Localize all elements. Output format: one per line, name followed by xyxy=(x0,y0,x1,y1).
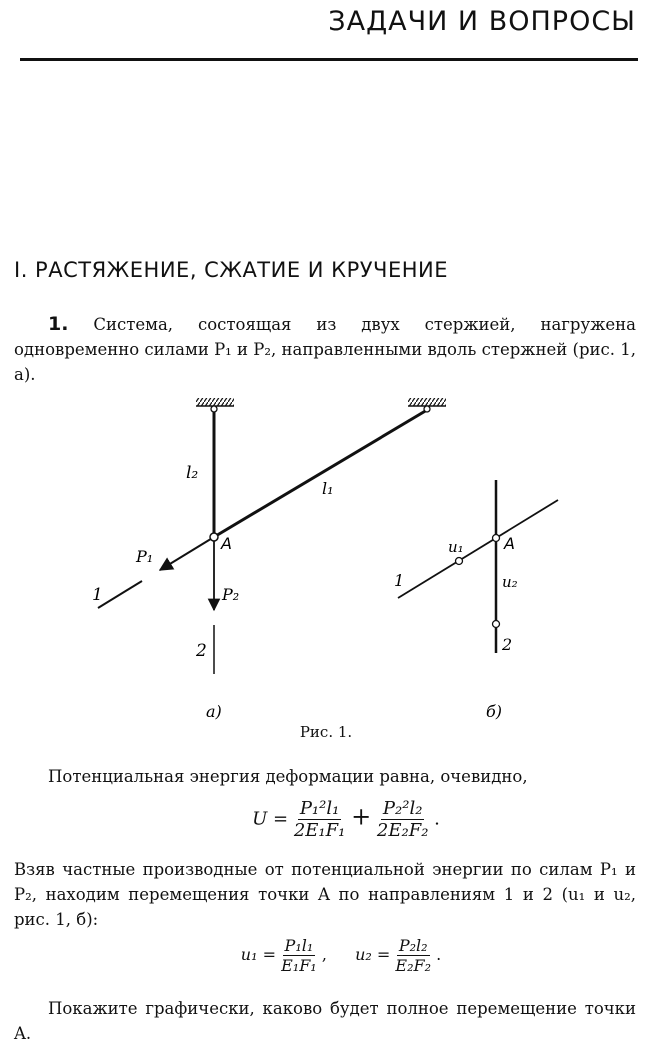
formula-u2-num: P₂l₂ xyxy=(398,936,428,955)
problem-intro xyxy=(14,312,636,387)
formula-u-term1 xyxy=(294,798,346,841)
label-a: A xyxy=(221,534,232,553)
panel-a-diagram xyxy=(92,398,446,720)
header-rule xyxy=(20,58,638,61)
label-l2: l₂ xyxy=(186,463,199,483)
page-header: ЗАДАЧИ И ВОПРОСЫ xyxy=(328,6,636,37)
label-u2: u₂ xyxy=(502,573,518,591)
label-p2: P₂ xyxy=(222,585,240,604)
formula-u1-lhs: u₁ = xyxy=(240,945,277,964)
label-a-b: A xyxy=(504,534,515,553)
formula-u2-frac xyxy=(395,936,431,975)
formula-u1-frac xyxy=(281,936,317,975)
node-u1 xyxy=(456,558,463,565)
derivation-paragraph: Взяв частные производные от потенциальной энергии по силам P₁ и P₂, находим перемещения точки A по направлениям 1 и 2 (u₁ и u₂, рис. 1, б): xyxy=(14,860,636,929)
label-2-b: 2 xyxy=(502,635,513,654)
formula-u2-lhs: u₂ = xyxy=(355,945,391,964)
formula-sep: , xyxy=(321,945,327,964)
formula-u1-num: P₁l₁ xyxy=(284,936,314,955)
formula-u-end: . xyxy=(434,808,440,830)
energy-paragraph: Потенциальная энергия деформации равна, очевидно, xyxy=(48,767,528,786)
formula-u-term2 xyxy=(377,798,429,841)
hinge-top-right xyxy=(424,406,430,412)
label-p1: P₁ xyxy=(136,547,154,566)
label-1-b: 1 xyxy=(394,571,405,590)
formula-u2-end: . xyxy=(436,945,442,964)
support-hatch-right xyxy=(408,398,446,406)
force-p1-arrow xyxy=(160,537,214,570)
figure-caption: Рис. 1. xyxy=(299,723,353,741)
formula-u2-den: E₂F₂ xyxy=(395,956,432,975)
label-2-a: 2 xyxy=(196,641,207,661)
inclined-rod-b xyxy=(398,500,558,598)
panel-b-diagram xyxy=(394,480,558,720)
panel-a-label: а) xyxy=(206,702,222,720)
formula-u-lhs: U = xyxy=(252,808,289,830)
formula-u-plus: + xyxy=(351,802,372,831)
label-1-a: 1 xyxy=(92,585,103,605)
label-l1: l₁ xyxy=(322,479,334,498)
problem-intro-text: Система, состоящая из двух стержией, нагружена одновременно силами P₁ и P₂, направленными вдоль стержней (рис. 1, а). xyxy=(14,315,636,384)
figure-1 xyxy=(0,390,652,720)
formula-displacements xyxy=(30,936,652,975)
formula-u-term1-den: 2E₁F₁ xyxy=(293,820,346,841)
panel-b-label: б) xyxy=(486,702,503,720)
formula-u-term2-num: P₂²l₂ xyxy=(382,798,423,819)
direction-1-line xyxy=(98,581,142,608)
formula-u-term2-den: 2E₂F₂ xyxy=(376,820,429,841)
hinge-top-left xyxy=(211,406,217,412)
problem-number: 1. xyxy=(48,313,69,335)
section-title: I. РАСТЯЖЕНИЕ, СЖАТИЕ И КРУЧЕНИЕ xyxy=(14,258,448,282)
formula-u1-den: E₁F₁ xyxy=(281,956,317,975)
formula-u xyxy=(40,798,652,841)
node-u2 xyxy=(493,621,500,628)
support-hatch-left xyxy=(196,398,234,406)
rod-1 xyxy=(214,410,427,537)
formula-u-term1-num: P₁²l₁ xyxy=(299,798,340,819)
question-paragraph: Покажите графически, каково будет полное перемещение точки A. xyxy=(14,999,636,1043)
label-u1: u₁ xyxy=(448,538,464,556)
node-a xyxy=(210,533,218,541)
node-a-b xyxy=(493,535,500,542)
